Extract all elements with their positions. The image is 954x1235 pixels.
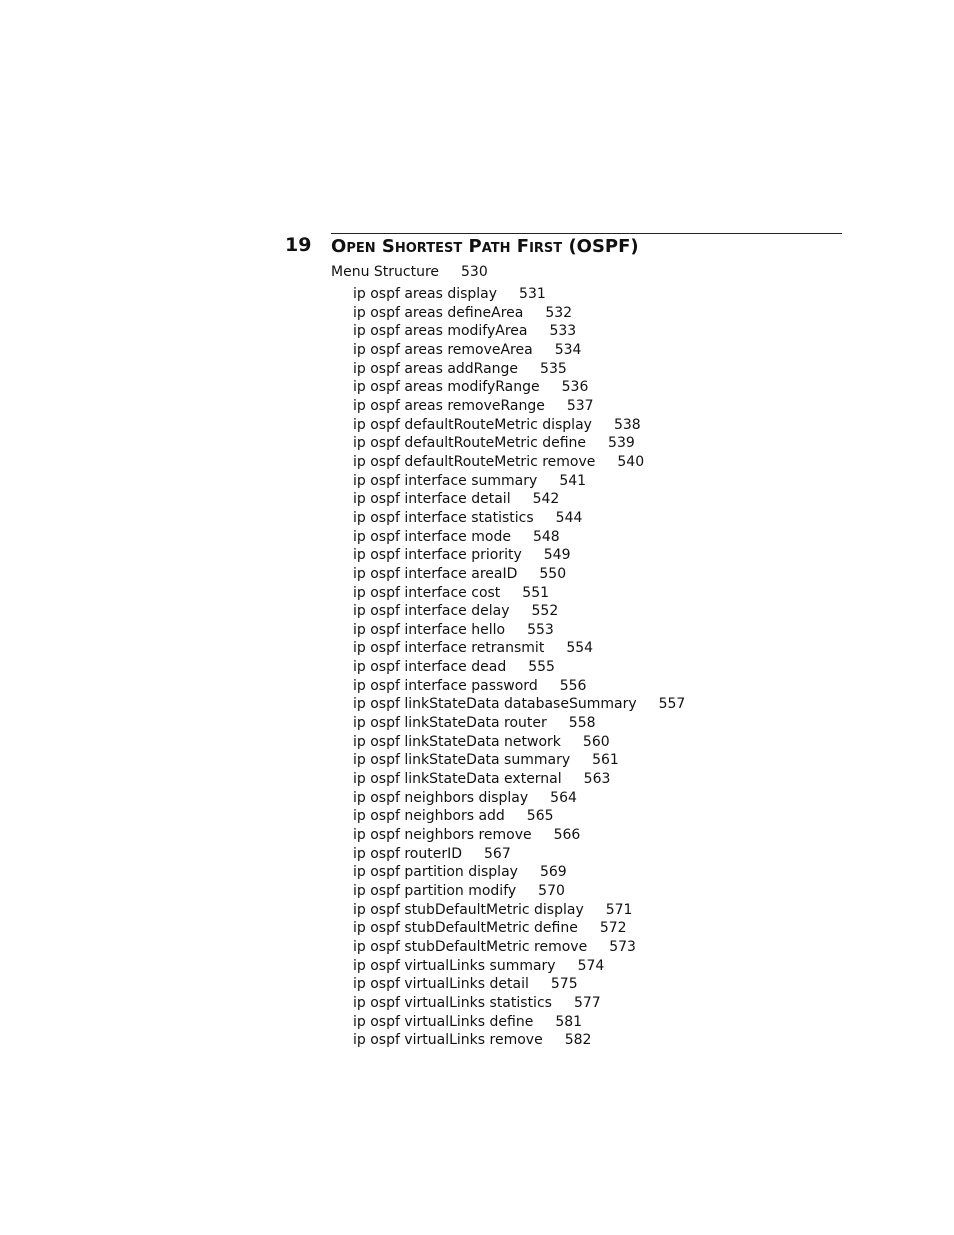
toc-list <box>353 285 685 1050</box>
toc-entry[interactable] <box>353 677 685 696</box>
toc-entry[interactable] <box>353 994 685 1013</box>
toc-entry[interactable] <box>353 621 685 640</box>
toc-entry-page: 533 <box>549 323 577 340</box>
toc-entry[interactable] <box>353 919 685 938</box>
toc-entry-page: 544 <box>555 509 583 526</box>
toc-entry-label: ip ospf linkStateData summary <box>353 752 571 769</box>
toc-entry-page: 532 <box>545 304 573 321</box>
toc-entry-page: 530 <box>461 264 488 280</box>
toc-entry-label: Menu Structure <box>331 264 440 280</box>
toc-entry-label: ip ospf interface mode <box>353 528 511 545</box>
toc-entry-label: ip ospf areas addRange <box>353 360 519 377</box>
toc-entry-menu-structure[interactable] <box>331 263 488 282</box>
toc-entry[interactable] <box>353 453 685 472</box>
chapter-number: 19 <box>285 234 312 256</box>
toc-entry[interactable] <box>353 845 685 864</box>
toc-entry-label: ip ospf interface priority <box>353 547 522 564</box>
toc-entry-label: ip ospf neighbors display <box>353 789 529 806</box>
toc-entry[interactable] <box>353 546 685 565</box>
toc-entry[interactable] <box>353 882 685 901</box>
toc-entry-page: 554 <box>566 640 594 657</box>
toc-entry-page: 564 <box>550 789 577 806</box>
toc-entry-label: ip ospf interface areaID <box>353 565 518 582</box>
toc-entry-label: ip ospf partition display <box>353 864 518 881</box>
toc-entry[interactable] <box>353 863 685 882</box>
toc-entry[interactable] <box>353 938 685 957</box>
toc-entry-label: ip ospf defaultRouteMetric define <box>353 435 587 452</box>
toc-entry-page: 538 <box>613 416 641 433</box>
toc-entry-label: ip ospf neighbors remove <box>353 827 532 844</box>
toc-entry[interactable] <box>353 341 685 360</box>
toc-entry-page: 548 <box>532 528 560 545</box>
toc-entry-page: 552 <box>531 603 559 620</box>
chapter-title <box>331 235 639 261</box>
toc-entry[interactable] <box>353 565 685 584</box>
toc-entry-label: ip ospf virtualLinks define <box>353 1013 534 1030</box>
toc-entry[interactable] <box>353 714 685 733</box>
toc-entry-page: 542 <box>532 491 560 508</box>
toc-entry-label: ip ospf stubDefaultMetric display <box>353 901 584 918</box>
toc-entry[interactable] <box>353 901 685 920</box>
toc-entry[interactable] <box>353 490 685 509</box>
toc-entry-label: ip ospf areas removeArea <box>353 341 533 358</box>
toc-entry[interactable] <box>353 695 685 714</box>
toc-entry[interactable] <box>353 770 685 789</box>
toc-entry-label: ip ospf defaultRouteMetric remove <box>353 453 596 470</box>
toc-entry-label: ip ospf defaultRouteMetric display <box>353 416 592 433</box>
toc-entry-label: ip ospf linkStateData external <box>353 771 562 788</box>
toc-entry-page: 553 <box>527 621 554 638</box>
title-word: PATH <box>468 236 511 257</box>
toc-entry-page: 563 <box>583 771 611 788</box>
toc-entry-label: ip ospf interface dead <box>353 659 507 676</box>
title-word: OPEN <box>331 236 376 257</box>
toc-entry-label: ip ospf areas removeRange <box>353 397 545 414</box>
toc-entry-page: 535 <box>540 360 567 377</box>
toc-entry-label: ip ospf interface statistics <box>353 509 534 526</box>
toc-entry-label: ip ospf linkStateData network <box>353 733 561 750</box>
toc-entry[interactable] <box>353 584 685 603</box>
toc-entry-page: 577 <box>573 994 601 1011</box>
toc-entry[interactable] <box>353 1013 685 1032</box>
toc-entry-page: 574 <box>577 957 605 974</box>
toc-entry-label: ip ospf routerID <box>353 845 463 862</box>
toc-entry-label: ip ospf virtualLinks detail <box>353 976 529 993</box>
toc-entry[interactable] <box>353 472 685 491</box>
toc-entry[interactable] <box>353 285 685 304</box>
toc-entry-page: 550 <box>539 565 567 582</box>
toc-entry-page: 557 <box>658 696 686 713</box>
toc-entry-label: ip ospf virtualLinks remove <box>353 1032 543 1049</box>
toc-entry-page: 555 <box>528 659 555 676</box>
toc-entry[interactable] <box>353 602 685 621</box>
toc-entry-label: ip ospf stubDefaultMetric define <box>353 920 578 937</box>
toc-entry[interactable] <box>353 304 685 323</box>
toc-entry-page: 569 <box>539 864 567 881</box>
toc-entry-label: ip ospf interface retransmit <box>353 640 545 657</box>
toc-entry-page: 571 <box>605 901 633 918</box>
toc-entry-page: 541 <box>559 472 587 489</box>
toc-entry-label: ip ospf areas modifyRange <box>353 379 540 396</box>
toc-entry-page: 534 <box>554 341 582 358</box>
toc-entry[interactable] <box>353 397 685 416</box>
toc-entry-page: 561 <box>592 752 619 769</box>
toc-entry-page: 560 <box>582 733 610 750</box>
toc-entry-page: 551 <box>522 584 550 601</box>
toc-entry-page: 567 <box>484 845 511 862</box>
toc-entry[interactable] <box>353 378 685 397</box>
toc-entry-label: ip ospf virtualLinks summary <box>353 957 556 974</box>
toc-entry[interactable] <box>353 751 685 770</box>
toc-entry-label: ip ospf stubDefaultMetric remove <box>353 938 588 955</box>
toc-entry[interactable] <box>353 826 685 845</box>
toc-entry[interactable] <box>353 639 685 658</box>
toc-entry[interactable] <box>353 360 685 379</box>
toc-entry-page: 536 <box>561 379 589 396</box>
toc-entry[interactable] <box>353 509 685 528</box>
toc-entry-page: 566 <box>553 827 581 844</box>
toc-entry[interactable] <box>353 434 685 453</box>
toc-entry-page: 572 <box>599 920 627 937</box>
toc-entry-page: 540 <box>617 453 645 470</box>
toc-entry-label: ip ospf interface summary <box>353 472 538 489</box>
toc-entry-page: 570 <box>538 883 565 899</box>
toc-entry-label: ip ospf interface cost <box>353 584 501 601</box>
toc-entry-page: 575 <box>550 976 578 993</box>
toc-entry-label: ip ospf linkStateData databaseSummary <box>353 696 637 713</box>
toc-entry-label: ip ospf areas display <box>353 286 498 302</box>
toc-entry-page: 565 <box>526 808 554 825</box>
toc-entry-label: ip ospf interface delay <box>353 603 510 620</box>
toc-entry[interactable] <box>353 957 685 976</box>
toc-entry-label: ip ospf partition modify <box>353 883 517 899</box>
toc-entry-label: ip ospf neighbors add <box>353 808 505 825</box>
toc-entry-page: 539 <box>608 435 635 452</box>
title-word: SHORTEST <box>381 236 463 257</box>
toc-entry[interactable] <box>353 416 685 435</box>
toc-entry-label: ip ospf areas modifyArea <box>353 323 528 340</box>
toc-entry[interactable] <box>353 658 685 677</box>
title-word: FIRST <box>516 236 563 257</box>
toc-entry[interactable] <box>353 1031 685 1050</box>
toc-entry-page: 549 <box>543 547 571 564</box>
toc-entry-page: 582 <box>564 1032 592 1049</box>
toc-entry-label: ip ospf interface detail <box>353 491 511 508</box>
toc-entry-page: 581 <box>555 1013 583 1030</box>
toc-entry[interactable] <box>353 789 685 808</box>
toc-entry[interactable] <box>353 733 685 752</box>
toc-entry[interactable] <box>353 528 685 547</box>
toc-entry-label: ip ospf areas defineArea <box>353 304 524 321</box>
toc-entry-page: 558 <box>568 715 596 732</box>
toc-entry[interactable] <box>353 807 685 826</box>
toc-entry-label: ip ospf interface hello <box>353 621 506 638</box>
toc-entry-label: ip ospf virtualLinks statistics <box>353 994 552 1011</box>
title-suffix: (OSPF) <box>568 236 639 257</box>
toc-entry[interactable] <box>353 975 685 994</box>
toc-entry-page: 556 <box>559 677 587 694</box>
toc-entry[interactable] <box>353 322 685 341</box>
chapter-rule <box>331 233 842 234</box>
toc-entry-page: 537 <box>566 397 594 414</box>
toc-entry-page: 573 <box>609 938 636 955</box>
toc-entry-page: 531 <box>519 286 546 302</box>
toc-entry-label: ip ospf interface password <box>353 677 538 694</box>
toc-entry-label: ip ospf linkStateData router <box>353 715 547 732</box>
